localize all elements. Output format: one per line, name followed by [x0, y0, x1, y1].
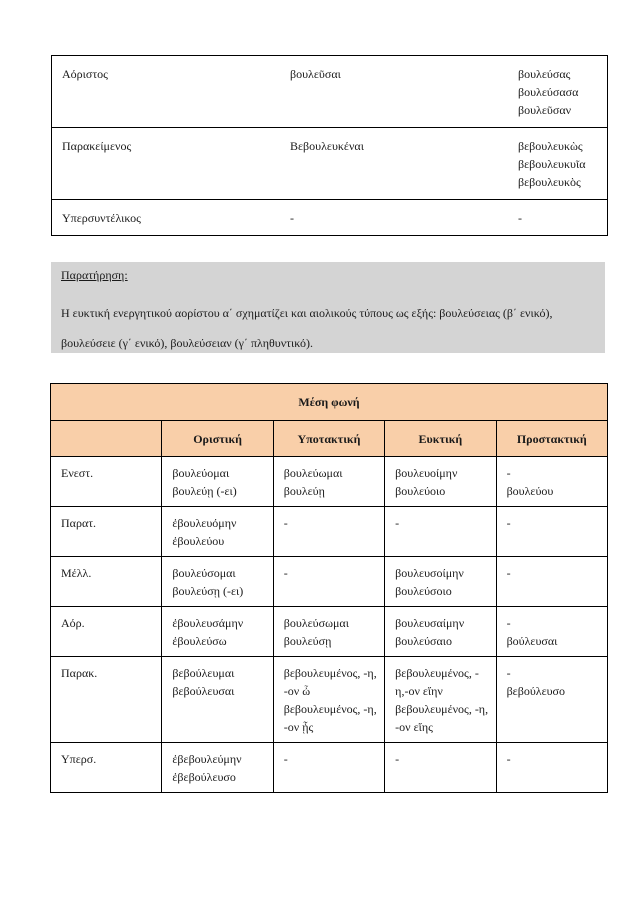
form-line: βεβούλευσο	[506, 684, 566, 698]
form-cell	[385, 607, 496, 657]
form-cell	[496, 557, 607, 607]
form-line: -	[283, 566, 288, 580]
note-body: Η ευκτική ενεργητικού αορίστου α΄ σχηματίζει και αιολικούς τύπους ως εξής: βουλεύσειας (β΄ ενικό), βουλεύσειε (γ΄ ενικό), βουλεύσειαν (γ΄ πληθυντικό).	[61, 306, 553, 350]
form-cell	[496, 507, 607, 557]
infinitive-cell: βουλεῦσαι	[290, 67, 341, 81]
form-line: βουλευοίμην	[395, 466, 458, 480]
form-line: βουλευσαίμην	[395, 616, 465, 630]
form-line: βουλεύοιο	[395, 484, 446, 498]
form-line: βεβουλευμένος, -η,	[283, 702, 377, 716]
form-line: βεβουλευκὼς	[518, 139, 583, 153]
form-cell	[273, 507, 384, 557]
form-cell	[496, 657, 607, 743]
form-line: βουλεῦσαν	[518, 103, 572, 117]
form-cell	[496, 743, 607, 793]
column-header: Προστακτική	[496, 421, 607, 457]
note-title: Παρατήρηση:	[61, 268, 128, 282]
form-line: βουλεύῃ	[283, 484, 325, 498]
form-cell	[385, 457, 496, 507]
form-line: ἐβουλεύσω	[172, 634, 227, 648]
participle-cell	[508, 200, 608, 236]
form-line: βεβούλευμαι	[172, 666, 235, 680]
corner-cell	[51, 421, 162, 457]
participle-cell	[508, 128, 608, 200]
form-cell	[162, 457, 273, 507]
form-line: ἐβουλευόμην	[172, 516, 237, 530]
form-line: -	[506, 666, 511, 680]
form-cell	[162, 743, 273, 793]
form-line: -ον εἴης	[395, 720, 433, 734]
form-cell	[496, 457, 607, 507]
form-line: βεβουλευκυῖα	[518, 157, 586, 171]
form-line: -	[506, 466, 511, 480]
form-line: -ον ᾖς	[283, 720, 314, 734]
form-line: βούλευσαι	[506, 634, 558, 648]
form-cell	[273, 657, 384, 743]
form-line: βουλεύσοιο	[395, 584, 452, 598]
table-row	[52, 56, 608, 128]
form-line: βεβουλευκὸς	[518, 175, 581, 189]
form-line: βουλεύῃ (-ει)	[172, 484, 237, 498]
form-line: βουλεύσῃ (-ει)	[172, 584, 244, 598]
form-line: -ον ὦ	[283, 684, 311, 698]
infinitive-cell: -	[290, 211, 294, 225]
form-cell	[273, 457, 384, 507]
form-line: βεβουλευμένος, -η,	[283, 666, 377, 680]
form-line: βουλεύσωμαι	[283, 616, 349, 630]
column-header: Ευκτική	[385, 421, 496, 457]
form-line: -	[518, 211, 522, 225]
form-line: βουλεύσας	[518, 67, 571, 81]
middle-voice-table	[50, 383, 608, 793]
form-line: βουλεύομαι	[172, 466, 230, 480]
table-row	[51, 457, 608, 507]
form-line: -	[506, 516, 511, 530]
table-title-row	[51, 384, 608, 421]
form-cell	[162, 557, 273, 607]
form-line: βεβούλευσαι	[172, 684, 235, 698]
form-cell	[385, 743, 496, 793]
form-line: βουλεύωμαι	[283, 466, 343, 480]
form-line: -	[395, 752, 400, 766]
table-row	[51, 743, 608, 793]
note-box	[51, 262, 605, 353]
form-cell	[162, 507, 273, 557]
form-cell	[385, 557, 496, 607]
table-row	[51, 657, 608, 743]
tense-cell: Αόρ.	[51, 607, 162, 657]
form-line: -	[283, 516, 288, 530]
table-row	[51, 557, 608, 607]
form-line: ἐβουλεύου	[172, 534, 225, 548]
active-forms-table	[51, 55, 608, 236]
column-header: Υποτακτική	[273, 421, 384, 457]
form-line: βουλεύσομαι	[172, 566, 236, 580]
infinitive-cell: Βεβουλευκέναι	[290, 139, 364, 153]
table-title: Μέση φωνή	[51, 384, 608, 421]
form-line: βουλεύσασα	[518, 85, 579, 99]
form-line: βεβουλευμένος, -	[395, 666, 479, 680]
form-cell	[162, 657, 273, 743]
form-line: -	[506, 566, 511, 580]
form-line: ἐβεβούλευσο	[172, 770, 236, 784]
form-cell	[162, 607, 273, 657]
table-row	[52, 128, 608, 200]
table-row	[51, 607, 608, 657]
form-cell	[496, 607, 607, 657]
form-line: ἐβουλευσάμην	[172, 616, 244, 630]
form-line: βεβουλευμένος, -η,	[395, 702, 489, 716]
table-row	[51, 507, 608, 557]
tense-cell: Ενεστ.	[51, 457, 162, 507]
tense-cell: Παρακείμενος	[62, 139, 132, 153]
tense-cell: Παρακ.	[51, 657, 162, 743]
form-cell	[385, 507, 496, 557]
tense-cell: Μέλλ.	[51, 557, 162, 607]
form-line: βουλεύσῃ	[283, 634, 332, 648]
form-line: -	[395, 516, 400, 530]
form-cell	[273, 743, 384, 793]
table-row	[52, 200, 608, 236]
form-line: βουλευσοίμην	[395, 566, 464, 580]
table-header-row	[51, 421, 608, 457]
form-line: ἐβεβουλεύμην	[172, 752, 242, 766]
form-line: -	[506, 616, 511, 630]
form-line: -	[506, 752, 511, 766]
form-cell	[273, 557, 384, 607]
tense-cell: Αόριστος	[62, 67, 108, 81]
form-line: βουλεύου	[506, 484, 554, 498]
form-line: η,-ον εἴην	[395, 684, 443, 698]
tense-cell: Υπερσυντέλικος	[62, 211, 141, 225]
tense-cell: Παρατ.	[51, 507, 162, 557]
form-line: βουλεύσαιο	[395, 634, 453, 648]
column-header: Οριστική	[162, 421, 273, 457]
form-cell	[385, 657, 496, 743]
form-cell	[273, 607, 384, 657]
form-line: -	[283, 752, 288, 766]
tense-cell: Υπερσ.	[51, 743, 162, 793]
participle-cell	[508, 56, 608, 128]
